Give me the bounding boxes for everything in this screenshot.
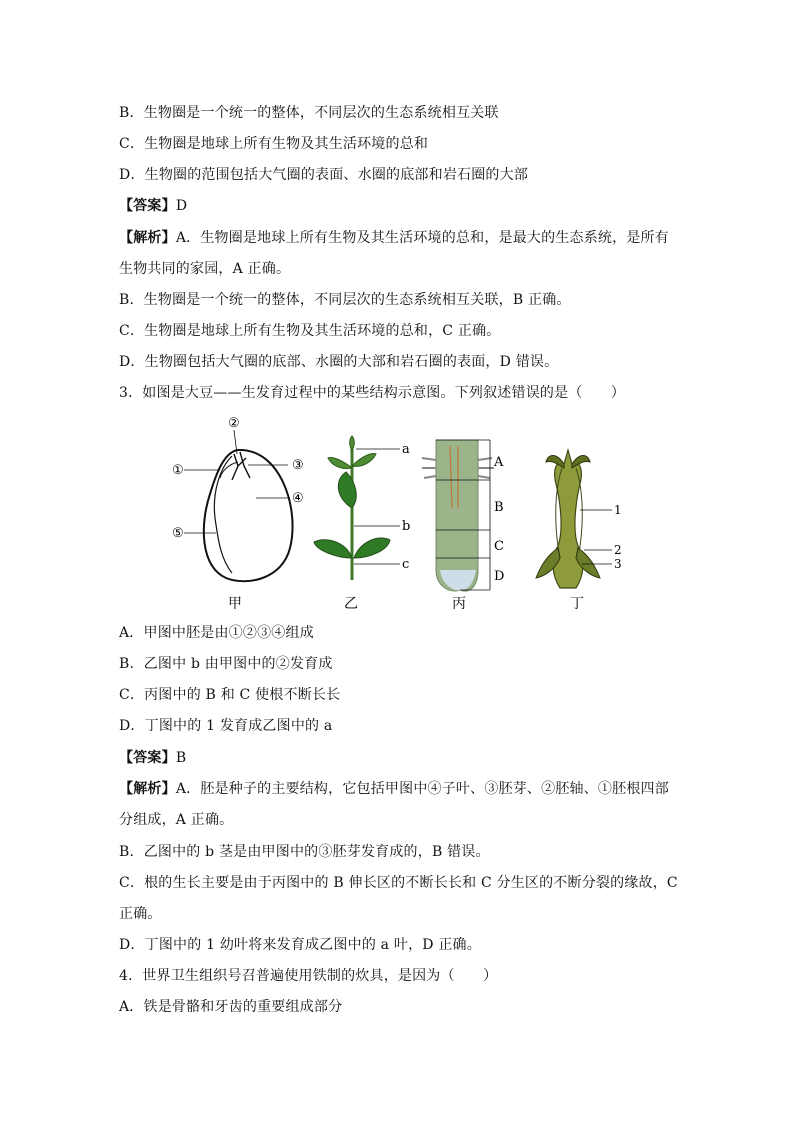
plant-label-a: a [402, 442, 410, 457]
question-stem [119, 967, 497, 985]
caption-bing: 丙 [452, 596, 466, 612]
explanation-line [119, 780, 669, 798]
answer-value: B [175, 750, 187, 766]
seedling-diagram [314, 436, 410, 580]
line-text: B．乙图中 b 由甲图中的②发育成 [119, 656, 333, 672]
bud-label-2: 2 [614, 543, 622, 557]
line-text: D．生物圈包括大气圈的底部、水圈的大部和岩石圈的表面，D 错误。 [119, 354, 559, 370]
root-tip-diagram [422, 440, 504, 591]
line-text: D．生物圈的范围包括大气圈的表面、水圈的底部和岩石圈的大部 [119, 167, 529, 183]
seed-label-3: ③ [292, 458, 304, 473]
root-label-D: D [494, 569, 505, 584]
caption-yi: 乙 [344, 596, 358, 612]
line-text: C．生物圈是地球上所有生物及其生活环境的总和 [119, 136, 429, 152]
plant-label-b: b [402, 519, 411, 534]
explanation-line [119, 229, 669, 247]
caption-jia: 甲 [228, 596, 242, 612]
line-text: A．铁是骨骼和牙齿的重要组成部分 [119, 999, 343, 1015]
explanation-line [119, 260, 290, 278]
seed-label-4: ④ [292, 491, 304, 506]
answer-label: 【答案】 [119, 198, 176, 214]
explanation-label: 【解析】 [119, 230, 176, 246]
explanation-line [119, 291, 571, 309]
option-d-line [119, 717, 332, 735]
bud-diagram [536, 450, 622, 588]
explanation-text: A．生物圈是地球上所有生物及其生活环境的总和，是最大的生态系统，是所有 [175, 230, 669, 246]
line-text: 分组成，A 正确。 [119, 812, 234, 828]
line-text: D．丁图中的 1 幼叶将来发育成乙图中的 a 叶，D 正确。 [119, 937, 481, 953]
line-text: 正确。 [119, 906, 162, 922]
answer-line [119, 749, 186, 767]
option-a-line [119, 998, 342, 1016]
line-text: 3．如图是大豆——生发育过程中的某些结构示意图。下列叙述错误的是（ ） [119, 385, 626, 401]
biology-figure [160, 408, 640, 618]
seed-label-5: ⑤ [172, 526, 184, 541]
explanation-line [119, 811, 233, 829]
explanation-line [119, 843, 490, 861]
line-text: 生物共同的家园，A 正确。 [119, 261, 291, 277]
line-text: 4．世界卫生组织号召普遍使用铁制的炊具，是因为（ ） [119, 968, 498, 984]
explanation-label: 【解析】 [119, 781, 176, 797]
option-c-line [119, 135, 428, 153]
root-label-B: B [494, 500, 504, 515]
question-stem [119, 384, 625, 402]
line-text: C．丙图中的 B 和 C 使根不断长长 [119, 687, 341, 703]
option-c-line [119, 686, 340, 704]
option-b-line [119, 104, 499, 122]
line-text: C．生物圈是地球上所有生物及其生活环境的总和，C 正确。 [119, 323, 501, 339]
seed-label-1: ① [172, 463, 184, 478]
answer-value: D [175, 198, 188, 214]
explanation-line [119, 936, 481, 954]
bud-label-3: 3 [614, 557, 622, 571]
seed-label-2: ② [228, 416, 240, 431]
line-text: B．生物圈是一个统一的整体，不同层次的生态系统相互关联，B 正确。 [119, 292, 571, 308]
root-label-A: A [494, 455, 504, 470]
line-text: D．丁图中的 1 发育成乙图中的 a [119, 718, 333, 734]
bud-label-1: 1 [614, 503, 622, 517]
answer-line [119, 197, 187, 215]
line-text: A．甲图中胚是由①②③④组成 [119, 625, 314, 641]
explanation-line [119, 874, 678, 892]
figure-svg [160, 408, 640, 618]
explanation-line [119, 905, 162, 923]
option-d-line [119, 166, 528, 184]
line-text: B．乙图中的 b 茎是由甲图中的③胚芽发育成的，B 错误。 [119, 844, 490, 860]
explanation-line [119, 322, 500, 340]
seed-diagram [172, 416, 304, 581]
caption-ding: 丁 [570, 596, 584, 612]
line-text: B．生物圈是一个统一的整体，不同层次的生态系统相互关联 [119, 105, 499, 121]
explanation-text: A．胚是种子的主要结构，它包括甲图中④子叶、③胚芽、②胚轴、①胚根四部 [175, 781, 669, 797]
answer-label: 【答案】 [119, 750, 176, 766]
option-a-line [119, 624, 314, 642]
explanation-line [119, 353, 558, 371]
option-b-line [119, 655, 333, 673]
root-label-C: C [494, 539, 504, 554]
line-text: C．根的生长主要是由于丙图中的 B 伸长区的不断长长和 C 分生区的不断分裂的缘故，C [119, 875, 678, 891]
plant-label-c: c [402, 557, 410, 572]
